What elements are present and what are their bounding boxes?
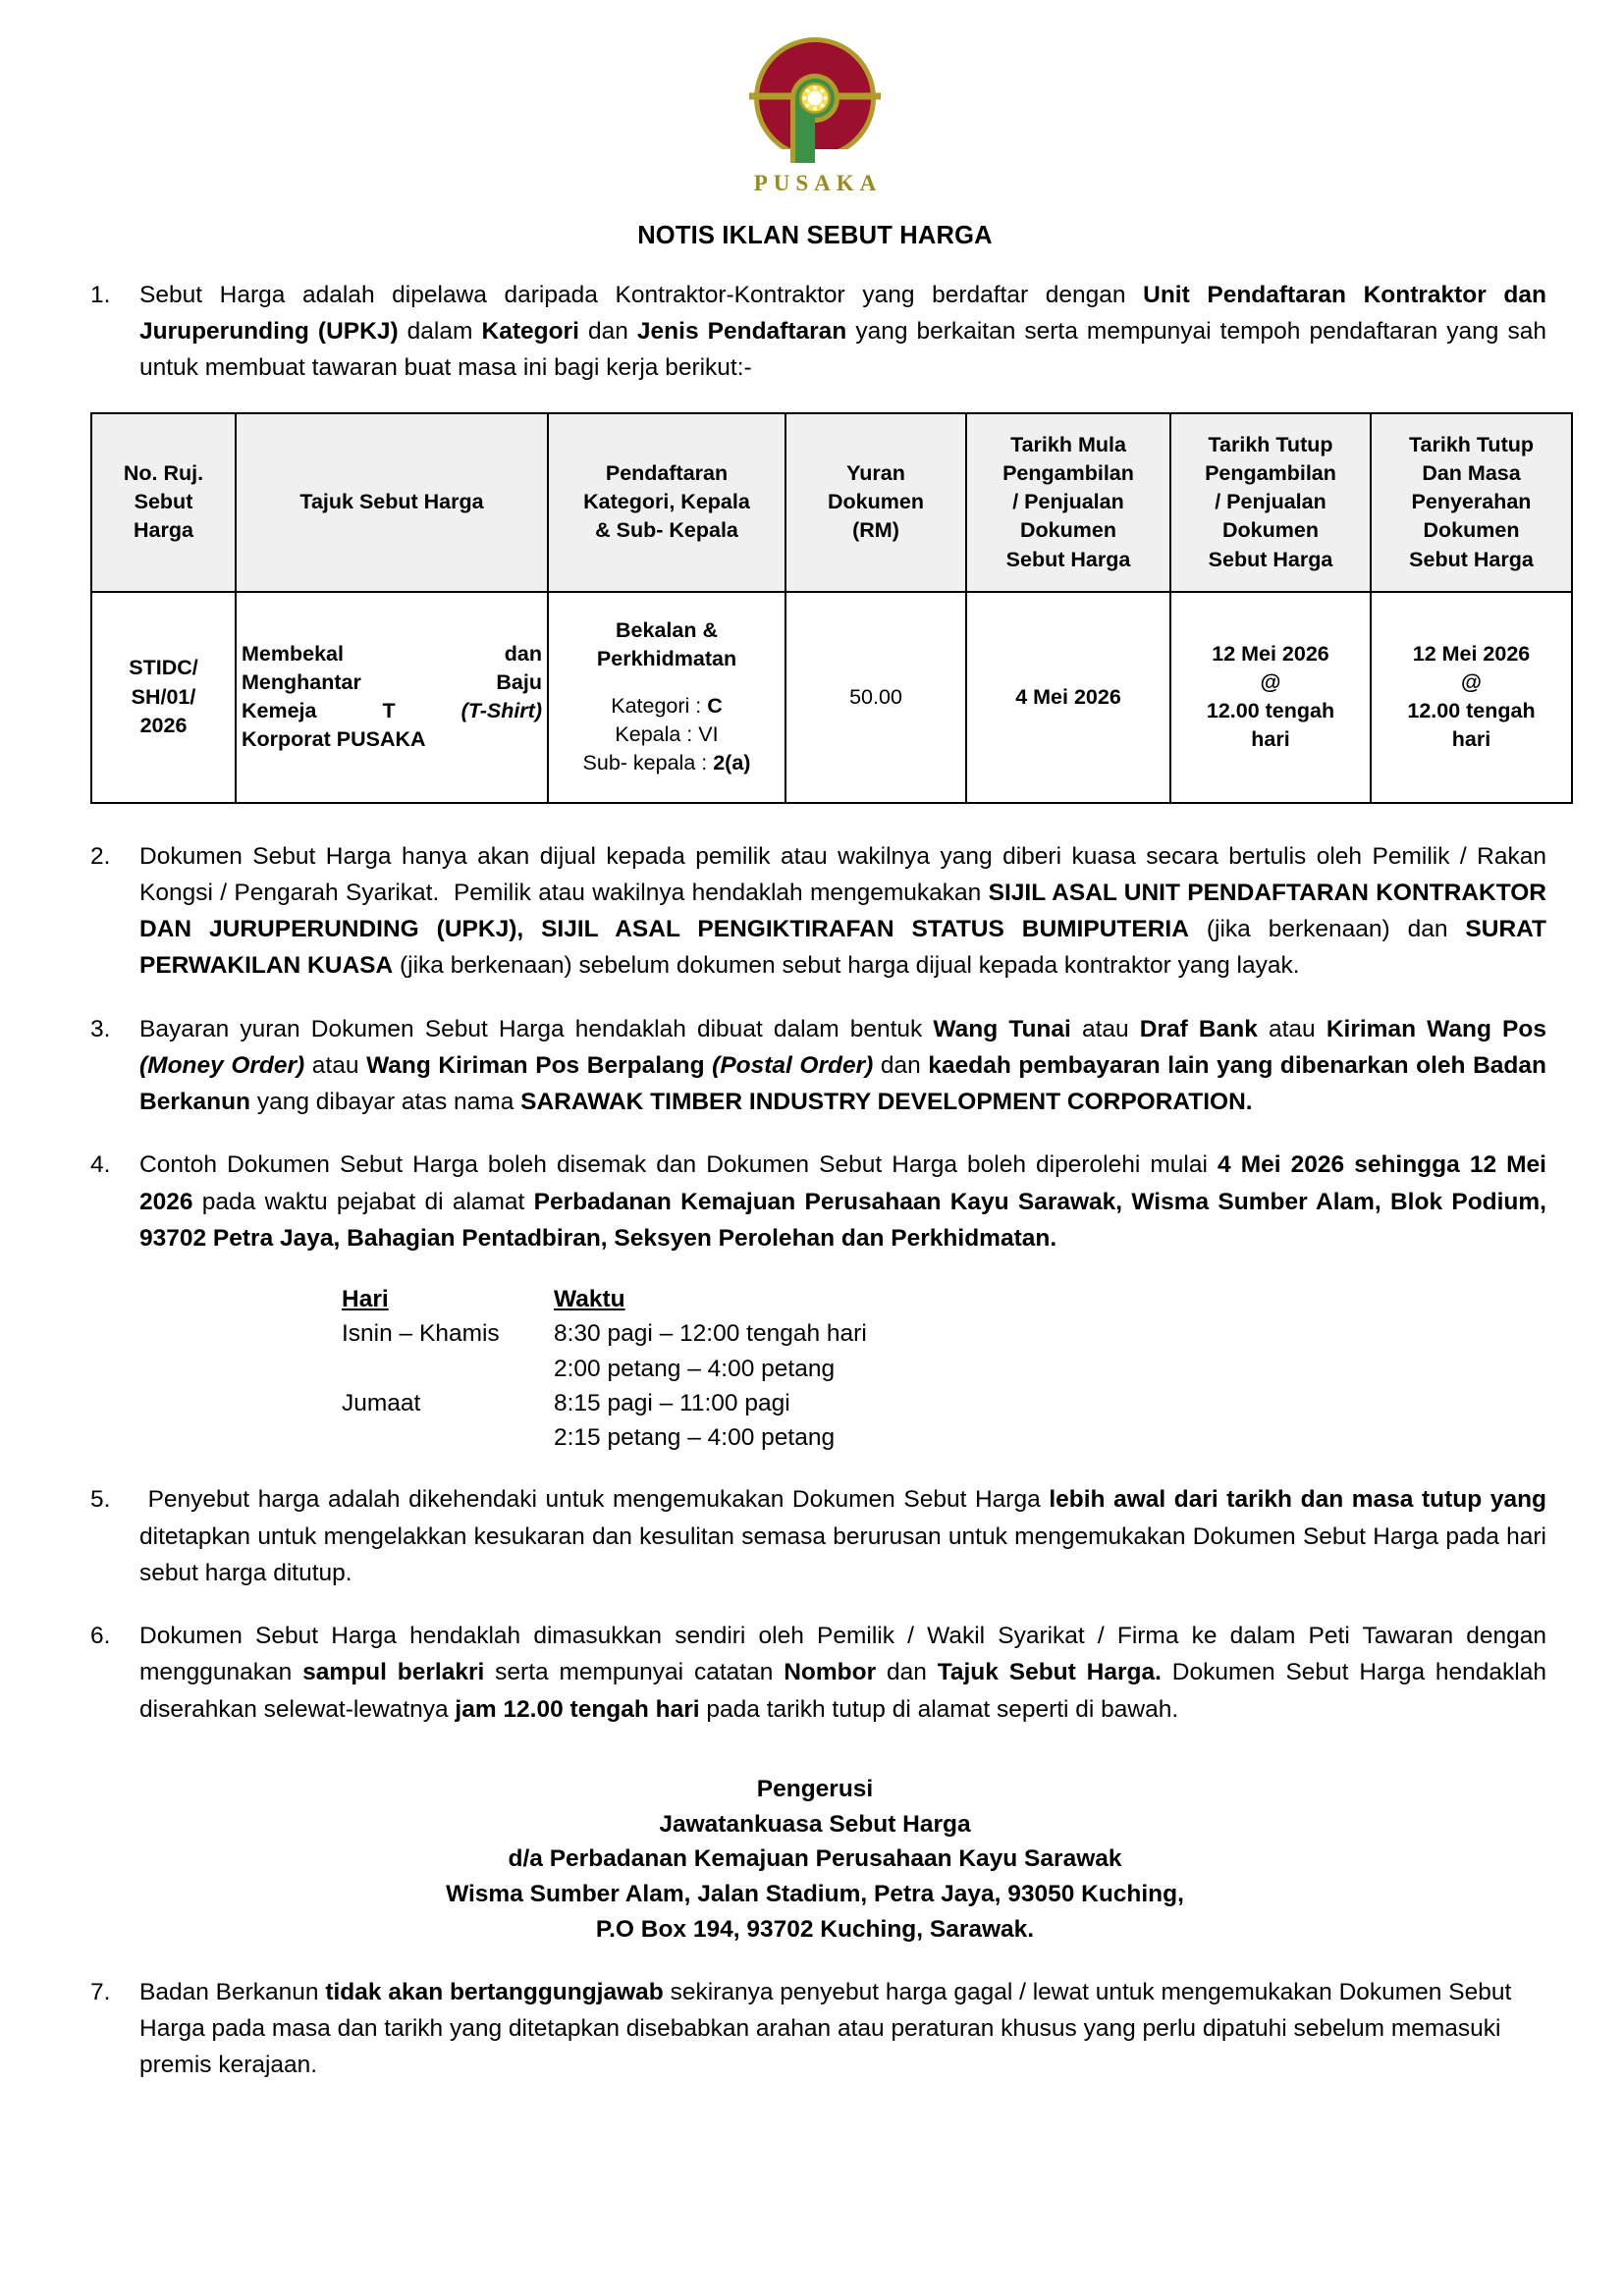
office-hours-table [342, 1282, 1546, 1455]
schedule-row [342, 1352, 867, 1386]
th-line: No. Ruj. [123, 460, 204, 485]
schedule-table [342, 1282, 867, 1455]
title-line: Korporat PUSAKA [242, 727, 426, 752]
th-no-ruj [91, 413, 236, 592]
title-line: Menghantar Baju [242, 669, 542, 694]
th-line: Dokumen [1222, 518, 1319, 543]
date-line: @ [1260, 669, 1281, 694]
th-line: / Penjualan [1215, 490, 1326, 514]
table-body [91, 592, 1572, 803]
quotation-table-wrapper [83, 412, 1546, 804]
logo-wordmark: PUSAKA [753, 171, 883, 195]
clause-5 [83, 1481, 1546, 1591]
th-line: Kategori, Kepala [583, 490, 750, 514]
clause-number: 1. [90, 282, 111, 308]
logo-header [83, 0, 1546, 196]
address-line: Pengerusi [756, 1775, 874, 1802]
date-line: 12 Mei 2026 [1412, 641, 1531, 666]
schedule-row [342, 1316, 867, 1351]
reg-heading: Perkhidmatan [596, 647, 737, 671]
th-line: Dokumen [828, 490, 924, 514]
th-line: Pengambilan [1002, 460, 1134, 485]
clause-4 [83, 1147, 1546, 1256]
reg-value: 2(a) [713, 751, 751, 775]
reg-kategori [554, 692, 780, 721]
th-tarikh-tutup-jualan [1170, 413, 1371, 592]
th-line: Tarikh Tutup [1409, 432, 1534, 456]
th-line: (RM) [852, 518, 899, 543]
clause-text: Dokumen Sebut Harga hanya akan dijual kepada pemilik atau wakilnya yang diberi kuasa secara bertulis oleh Pemilik / Rakan Kongsi / Pengarah Syarikat. Pemilik atau wakilnya hendaklah mengemukakan SIJIL ASAL UNIT PENDAFTARAN KONTRAKTOR DAN JURUPERUNDING (UPKJ), SIJIL ASAL PENGIKTIRAFAN STATUS BUMIPUTERIA (jika berkenaan) dan SURAT PERWAKILAN KUASA (jika berkenaan) sebelum dokumen sebut harga dijual kepada kontraktor yang layak. [139, 842, 1546, 980]
ref-line: 2026 [139, 713, 188, 737]
th-line: Yuran [846, 460, 905, 485]
cell-yuran: 50.00 [785, 592, 966, 803]
quotation-table [90, 412, 1573, 804]
table-row [91, 592, 1572, 803]
th-line: Dokumen [1423, 518, 1520, 543]
th-line: Tarikh Tutup [1208, 432, 1333, 456]
date-line: 12.00 tengah [1206, 699, 1335, 723]
clause-number: 3. [90, 1015, 111, 1042]
th-line: Sebut [134, 490, 193, 514]
schedule-time: 8:15 pagi – 11:00 pagi [554, 1389, 790, 1416]
clause-number: 4. [90, 1151, 111, 1179]
reg-heading: Bekalan & [616, 618, 718, 643]
schedule-day [342, 1420, 554, 1455]
reg-label: Kepala : [615, 721, 699, 746]
reg-subkepala [554, 749, 780, 777]
schedule-time: 8:30 pagi – 12:00 tengah hari [554, 1320, 867, 1348]
clause-6 [83, 1618, 1546, 1728]
page-title: NOTIS IKLAN SEBUT HARGA [637, 222, 993, 249]
clause-text: Badan Berkanun tidak akan bertanggungjawab sekiranya penyebut harga gagal / lewat untuk mengemukakan Dokumen Sebut Harga pada masa dan tarikh yang ditetapkan disebabkan arahan atau peraturan khusus yang perlu dipatuhi sebelum memasuki premis kerajaan. [139, 1978, 1512, 2079]
table-header [91, 413, 1572, 592]
clause-text: Dokumen Sebut Harga hendaklah dimasukkan sendiri oleh Pemilik / Wakil Syarikat / Firma ke dalam Peti Tawaran dengan menggunakan sampul berlakri serta mempunyai catatan Nombor dan Tajuk Sebut Harga. Dokumen Sebut Harga hendaklah diserahkan selewat-lewatnya jam 12.00 tengah hari pada tarikh tutup di alamat seperti di bawah. [139, 1623, 1546, 1723]
date-line: hari [1451, 727, 1491, 752]
th-line: & Sub- Kepala [595, 518, 738, 543]
th-line: Harga [134, 518, 193, 543]
th-line: Tarikh Mula [1010, 432, 1126, 456]
address-line: Wisma Sumber Alam, Jalan Stadium, Petra Jaya, 93050 Kuching, [446, 1881, 1184, 1908]
th-tarikh-tutup-serahan [1371, 413, 1572, 592]
schedule-day: Jumaat [342, 1389, 421, 1416]
ref-line: SH/01/ [131, 684, 196, 709]
address-line: P.O Box 194, 93702 Kuching, Sarawak. [595, 1915, 1035, 1943]
th-line: Sebut Harga [1208, 547, 1333, 571]
schedule-header-day: Hari [342, 1286, 389, 1313]
schedule-day: Isnin – Khamis [342, 1320, 500, 1348]
th-pendaftaran [548, 413, 785, 592]
schedule-header-row [342, 1282, 867, 1316]
th-line: / Penjualan [1012, 490, 1124, 514]
reg-value: C [707, 693, 723, 718]
date-line: 4 Mei 2026 [1015, 684, 1121, 709]
pusaka-logo [740, 33, 890, 196]
clause-text: Contoh Dokumen Sebut Harga boleh disemak dan Dokumen Sebut Harga boleh diperolehi mulai 4 Mei 2026 sehingga 12 Mei 2026 pada waktu pejabat di alamat Perbadanan Kemajuan Perusahaan Kayu Sarawak, Wisma Sumber Alam, Blok Podium, 93702 Petra Jaya, Bahagian Pentadbiran, Seksyen Perolehan dan Perkhidmatan. [139, 1151, 1546, 1252]
cell-tarikh-tutup-jualan [1170, 592, 1371, 803]
ref-line: STIDC/ [129, 656, 198, 680]
title-italic: (T-Shirt) [460, 699, 542, 723]
schedule-time: 2:00 petang – 4:00 petang [554, 1355, 836, 1382]
clause-number: 6. [90, 1623, 111, 1650]
clause-number: 7. [90, 1978, 111, 2005]
th-line: Penyerahan [1411, 490, 1532, 514]
cell-tajuk [236, 592, 548, 803]
clause-number: 5. [90, 1486, 111, 1514]
clause-3 [83, 1011, 1546, 1121]
date-line: @ [1461, 669, 1482, 694]
spacer [83, 804, 1546, 812]
pusaka-emblem-icon [740, 33, 890, 169]
clause-number: 2. [90, 842, 111, 870]
title-line: Membekal dan [242, 641, 542, 666]
schedule-row [342, 1386, 867, 1420]
reg-kepala [554, 721, 780, 749]
cell-no-ruj [91, 592, 236, 803]
clause-1 [83, 277, 1546, 387]
signatory-address [83, 1772, 1546, 1948]
document-content [83, 0, 1546, 2083]
date-line: hari [1251, 727, 1290, 752]
schedule-day [342, 1352, 554, 1386]
date-line: 12.00 tengah [1407, 699, 1536, 723]
reg-value: VI [698, 721, 719, 746]
clause-text: Sebut Harga adalah dipelawa daripada Kontraktor-Kontraktor yang berdaftar dengan Unit Pendaftaran Kontraktor dan Juruperunding (UPKJ) dalam Kategori dan Jenis Pendaftaran yang berkaitan serta mempunyai tempoh pendaftaran yang sah untuk membuat tawaran buat masa ini bagi kerja berikut:- [139, 282, 1546, 382]
th-line: Pengambilan [1205, 460, 1336, 485]
th-line: Pendaftaran [605, 460, 729, 485]
th-line: Dan Masa [1422, 460, 1521, 485]
date-line: 12 Mei 2026 [1212, 641, 1329, 666]
reg-label: Sub- kepala : [582, 751, 714, 775]
address-line: d/a Perbadanan Kemajuan Perusahaan Kayu Sarawak [508, 1845, 1122, 1873]
th-line: Sebut Harga [1409, 547, 1534, 571]
th-tajuk [236, 413, 548, 592]
th-line: Tajuk Sebut Harga [299, 490, 484, 514]
schedule-time: 2:15 petang – 4:00 petang [554, 1424, 836, 1452]
address-line: Jawatankuasa Sebut Harga [659, 1810, 971, 1838]
clause-text: Bayaran yuran Dokumen Sebut Harga hendaklah dibuat dalam bentuk Wang Tunai atau Draf Bank atau Kiriman Wang Pos (Money Order) atau Wang Kiriman Pos Berpalang (Postal Order) dan kaedah pembayaran lain yang dibenarkan oleh Badan Berkanun yang dibayar atas nama SARAWAK TIMBER INDUSTRY DEVELOPMENT CORPORATION. [139, 1015, 1546, 1116]
th-line: Sebut Harga [1005, 547, 1131, 571]
schedule-header-time: Waktu [554, 1286, 625, 1313]
th-line: Dokumen [1020, 518, 1116, 543]
reg-label: Kategori : [611, 693, 708, 718]
table-header-row [91, 413, 1572, 592]
cell-pendaftaran [548, 592, 785, 803]
reg-gap [554, 674, 780, 692]
schedule-row [342, 1420, 867, 1455]
clause-7 [83, 1974, 1546, 2084]
cell-tarikh-mula [966, 592, 1170, 803]
th-yuran [785, 413, 966, 592]
cell-tarikh-tutup-serahan [1371, 592, 1572, 803]
clause-2 [83, 838, 1546, 985]
th-tarikh-mula [966, 413, 1170, 592]
clause-text: Penyebut harga adalah dikehendaki untuk mengemukakan Dokumen Sebut Harga lebih awal dari tarikh dan masa tutup yang ditetapkan untuk mengelakkan kesukaran dan kesulitan semasa berurusan untuk mengemukakan Dokumen Sebut Harga pada hari sebut harga ditutup. [139, 1486, 1546, 1586]
title-line: Kemeja T (T-Shirt) [242, 699, 542, 723]
